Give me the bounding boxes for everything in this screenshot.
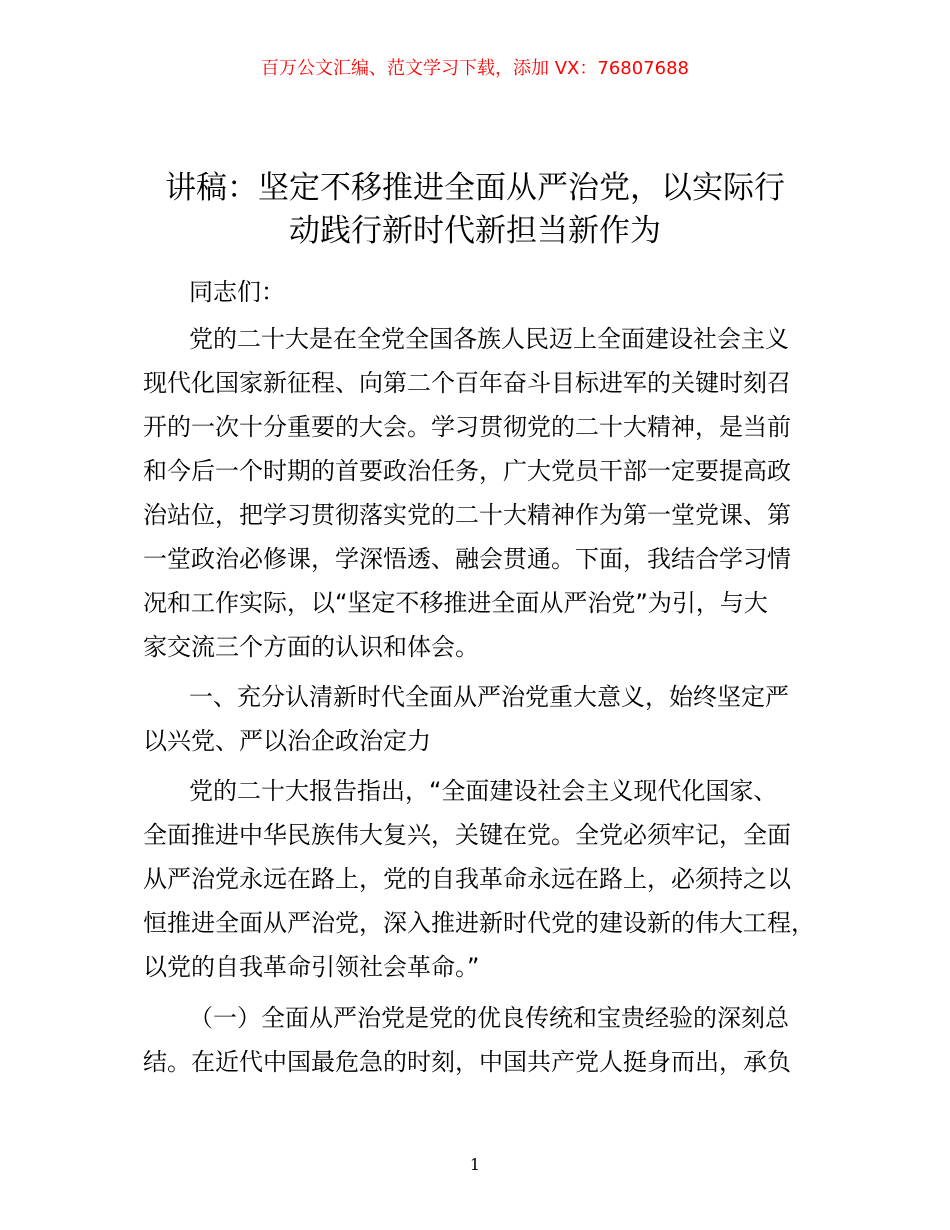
paragraph-line: 结。在近代中国最危急的时刻，中国共产党人挺身而出，承负: [143, 1048, 791, 1076]
paragraph-report-quote: [143, 769, 813, 989]
salutation-text: 同志们：: [189, 278, 285, 306]
paragraph-line: 况和工作实际，以“坚定不移推进全面从严治党”为引，与大: [143, 589, 768, 617]
paragraph-line: 党的二十大是在全党全国各族人民迈上全面建设社会主义: [189, 325, 789, 353]
header-banner: 百万公文汇编、范文学习下载，添加 VX：76807688: [261, 58, 689, 79]
paragraph-intro: [143, 317, 813, 669]
paragraph-line: 现代化国家新征程、向第二个百年奋斗目标进军的关键时刻召: [143, 369, 791, 397]
paragraph-line: 治站位，把学习贯彻落实党的二十大精神作为第一堂党课、第: [143, 501, 791, 529]
paragraph-line: 和今后一个时期的首要政治任务，广大党员干部一定要提高政: [143, 457, 791, 485]
paragraph-line: 恒推进全面从严治党，深入推进新时代党的建设新的伟大工程，: [143, 909, 815, 937]
paragraph-line: 家交流三个方面的认识和体会。: [143, 633, 479, 661]
paragraph-line: 党的二十大报告指出，“全面建设社会主义现代化国家、: [189, 777, 778, 805]
title-line: 动践行新时代新担当新作为: [289, 213, 661, 249]
paragraph-line: 开的一次十分重要的大会。学习贯彻党的二十大精神，是当前: [143, 413, 791, 441]
section-heading-1: [143, 675, 813, 763]
heading-line: 一、充分认清新时代全面从严治党重大意义，始终坚定严: [189, 683, 789, 711]
paragraph-line: （一）全面从严治党是党的优良传统和宝贵经验的深刻总: [189, 1004, 789, 1032]
heading-line: 以兴党、严以治企政治定力: [143, 727, 431, 755]
title-line: 讲稿：坚定不移推进全面从严治党，以实际行: [165, 170, 785, 206]
paragraph-line: 从严治党永远在路上，党的自我革命永远在路上，必须持之以: [143, 865, 791, 893]
document-title: [60, 167, 890, 253]
paragraph-line: 一堂政治必修课，学深悟透、融会贯通。下面，我结合学习情: [143, 545, 791, 573]
page-number: 1: [469, 1155, 481, 1174]
salutation: [143, 270, 813, 314]
paragraph-line: 全面推进中华民族伟大复兴，关键在党。全党必须牢记，全面: [143, 821, 791, 849]
paragraph-subsection-1: [143, 996, 813, 1084]
paragraph-line: 以党的自我革命引领社会革命。”: [143, 953, 480, 981]
